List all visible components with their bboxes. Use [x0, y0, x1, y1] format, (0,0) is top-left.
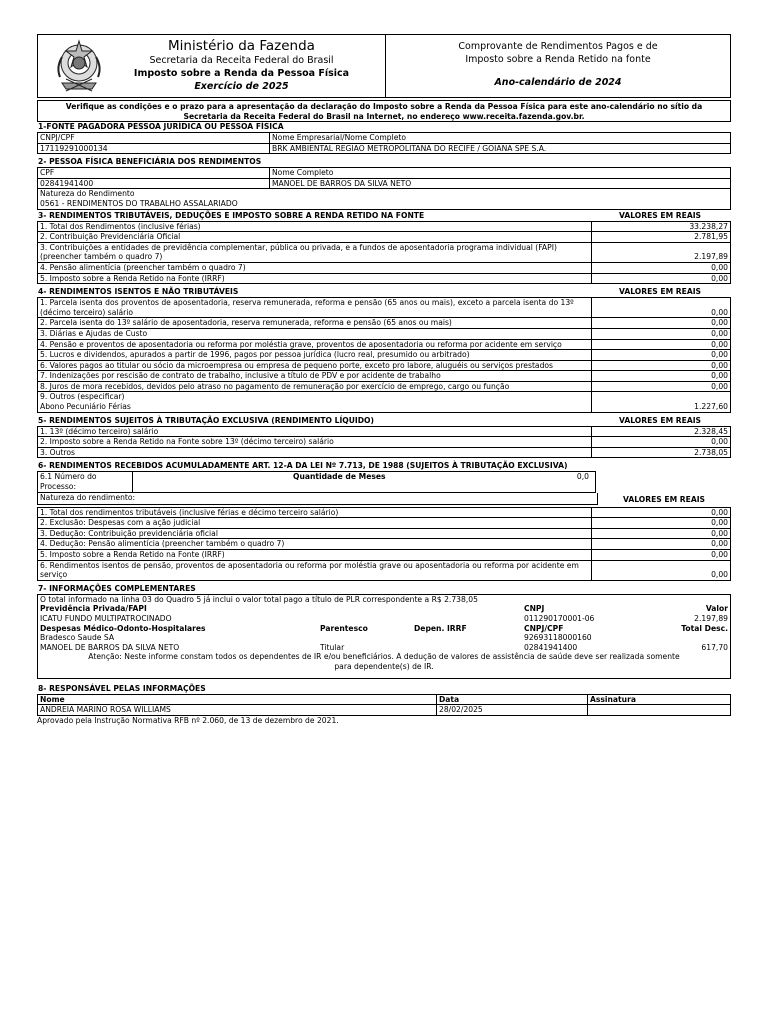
row-value: 0,00	[711, 360, 728, 370]
section-6-title: 6- RENDIMENTOS RECEBIDOS ACUMULADAMENTE ART. 12-A DA LEI Nº 7.713, DE 1988 (SUJEITOS À TRIBUTAÇÃO EXCLUSIVA)	[38, 461, 568, 471]
process-box	[37, 471, 596, 492]
row-description: 3. Contribuições a entidades de previdência complementar, pública ou privada, e a fundos de aposentadoria programa individual (FAPI) (preencher também o quadro 7)	[38, 243, 592, 262]
months-value: 0,0	[576, 472, 589, 482]
row-value: 2.738,05	[694, 447, 728, 457]
row-value: 0,00	[711, 507, 728, 517]
fapi-row	[40, 614, 728, 624]
row-description: 8. Juros de mora recebidos, devidos pelo atraso no pagamento de remuneração por exercício de emprego, cargo ou função	[38, 382, 592, 392]
beneficiary-cpf: 02841941400	[38, 179, 270, 189]
fapi-header	[40, 604, 728, 614]
document-title: Comprovante de Rendimentos Pagos e de Imposto sobre a Renda Retido na fonte	[458, 41, 658, 65]
table-row	[37, 328, 731, 339]
values-header: VALORES EM REAIS	[619, 287, 702, 297]
section-2-title: 2- PESSOA FÍSICA BENEFICIÁRIA DOS RENDIMENTOS	[38, 157, 262, 167]
payer-cnpj-label: CNPJ/CPF	[38, 133, 270, 143]
responsible-name: ANDREIA MARINO ROSA WILLIAMS	[38, 705, 437, 715]
document-header	[37, 34, 731, 98]
section-5-title: 5- RENDIMENTOS SUJEITOS À TRIBUTAÇÃO EXCLUSIVA (RENDIMENTO LÍQUIDO) VALORES EM REAIS	[37, 416, 731, 426]
nature-label: Natureza do rendimento:	[37, 493, 598, 505]
section-5-rows	[37, 426, 731, 459]
row-value: 0,00	[711, 570, 728, 580]
medical-total: 617,70	[701, 642, 728, 652]
row-value: 2.781,95	[694, 232, 728, 242]
secretariat-title: Secretaria da Receita Federal do Brasil	[149, 55, 334, 66]
plr-text: O total informado na linha 03 do Quadro 5 já inclui o valor total pago a título de PLR correspondente a R$ 2.738,05	[40, 594, 478, 604]
months-label: Quantidade de Meses	[293, 472, 386, 482]
medical-header-label: Despesas Médico-Odonto-Hospitalares	[40, 623, 206, 633]
payer-labels	[37, 132, 731, 144]
section-4-rows	[37, 297, 731, 413]
section-3-rows	[37, 221, 731, 285]
table-row	[37, 349, 731, 360]
medical-header	[40, 624, 728, 634]
complementary-info	[37, 594, 731, 679]
responsible-name-label: Nome	[38, 695, 437, 705]
medical-beneficiary-row	[40, 643, 728, 653]
table-row	[37, 339, 731, 350]
payer-name: BRK AMBIENTAL REGIAO METROPOLITANA DO RECIFE / GOIANA SPE S.A.	[272, 143, 547, 153]
medical-provider-cnpj: 92693118000160	[524, 633, 592, 643]
beneficiary-values	[37, 179, 731, 190]
section-8-title: 8- RESPONSÁVEL PELAS INFORMAÇÕES	[38, 683, 206, 693]
row-value: 0,00	[711, 318, 728, 328]
date-label: Data	[437, 695, 588, 705]
kinship-header: Parentesco	[320, 623, 368, 633]
table-row	[37, 507, 731, 518]
income-nature-label: Natureza do Rendimento	[40, 189, 135, 199]
row-value: 0,00	[711, 350, 728, 360]
row-description: 7. Indenizações por rescisão de contrato de trabalho, inclusive a título de PDV e por acidente de trabalho	[38, 371, 592, 381]
row-value: 0,00	[711, 381, 728, 391]
signature-label: Assinatura	[590, 694, 636, 704]
ministry-block	[38, 35, 386, 97]
total-discount-header: Total Desc.	[681, 623, 728, 633]
nature-row	[37, 493, 731, 505]
calendar-year: Ano-calendário de 2024	[494, 77, 622, 88]
table-row	[37, 549, 731, 560]
date-value: 28/02/2025	[437, 705, 588, 715]
row-description: 2. Contribuição Previdenciária Oficial	[38, 232, 592, 242]
beneficiary-labels	[37, 167, 731, 179]
medical-cnpj-header: CNPJ/CPF	[524, 623, 564, 633]
row-value: 0,00	[711, 539, 728, 549]
footer-text: Aprovado pela Instrução Normativa RFB nº 2.060, de 13 de dezembro de 2021.	[37, 715, 339, 725]
medical-kinship: Titular	[320, 642, 345, 652]
row-description: 4. Dedução: Pensão alimentícia (preencher também o quadro 7)	[38, 539, 592, 549]
table-row	[37, 436, 731, 447]
row-description: 1. 13º (décimo terceiro) salário	[38, 427, 592, 437]
medical-beneficiary: MANOEL DE BARROS DA SILVA NETO	[40, 642, 180, 652]
row-value: 0,00	[711, 339, 728, 349]
process-row	[37, 471, 731, 492]
income-nature: 0561 - RENDIMENTOS DO TRABALHO ASSALARIADO	[40, 198, 238, 208]
fapi-cnpj-header: CNPJ	[524, 604, 545, 614]
row-value: 0,00	[711, 307, 728, 317]
income-statement	[37, 34, 731, 726]
table-row	[37, 391, 731, 412]
table-row	[37, 538, 731, 549]
row-description: 5. Imposto sobre a Renda Retido na Fonte (IRRF)	[38, 550, 592, 560]
row-value: 0,00	[711, 371, 728, 381]
row-description: 9. Outros (especificar) Abono Pecuniário Férias	[38, 392, 592, 411]
table-row	[37, 370, 731, 381]
row-value: 0,00	[711, 328, 728, 338]
values-header: VALORES EM REAIS	[619, 210, 702, 220]
row-value: 0,00	[711, 437, 728, 447]
row-value: 0,00	[711, 528, 728, 538]
row-description: 3. Diárias e Ajudas de Custo	[38, 329, 592, 339]
fapi-value: 2.197,89	[694, 613, 728, 623]
warning-text: Atenção: Neste informe constam todos os dependentes de IR e/ou beneficiários. A dedução de valores de assistência de saúde deve ser realizada somente para dependente(s) de IR.	[88, 652, 680, 671]
table-row	[37, 528, 731, 539]
row-description: 1. Parcela isenta dos proventos de aposentadoria, reserva remunerada, reforma e pensão (65 anos ou mais), exceto a parcela isenta do 13º (décimo terceiro) salário	[38, 298, 592, 317]
table-row	[37, 560, 731, 581]
table-row	[37, 221, 731, 232]
beneficiary-cpf-label: CPF	[38, 168, 270, 178]
payer-cnpj: 17119291000134	[38, 144, 270, 154]
row-value: 33.238,27	[689, 221, 728, 231]
row-value: 2.197,89	[694, 252, 728, 262]
row-description: 2. Exclusão: Despesas com a ação judicial	[38, 518, 592, 528]
row-description: 4. Pensão alimentícia (preencher também o quadro 7)	[38, 263, 592, 273]
table-row	[37, 381, 731, 392]
section-4-title: 4- RENDIMENTOS ISENTOS E NÃO TRIBUTÁVEIS VALORES EM REAIS	[37, 287, 731, 297]
row-description: 4. Pensão e proventos de aposentadoria ou reforma por moléstia grave, proventos de aposentadoria ou reforma por acidente em serviço	[38, 340, 592, 350]
ministry-title: Ministério da Fazenda	[168, 38, 315, 54]
row-description: 6. Valores pagos ao titular ou sócio da microempresa ou empresa de pequeno porte, exceto pro labore, aluguéis ou serviços prestados	[38, 361, 592, 371]
section-6-rows	[37, 507, 731, 581]
row-description: 6. Rendimentos isentos de pensão, proventos de aposentadoria ou reforma por moléstia grave ou aposentadoria ou reforma por acidente em serviço	[38, 561, 592, 580]
section-7-title: 7- INFORMAÇÕES COMPLEMENTARES	[38, 583, 196, 593]
row-description: 1. Total dos Rendimentos (inclusive férias)	[38, 222, 592, 232]
table-row	[37, 360, 731, 371]
values-header: VALORES EM REAIS	[623, 494, 706, 504]
medical-provider: Bradesco Saude SA	[40, 633, 115, 643]
responsible-labels	[37, 694, 731, 706]
beneficiary-name: MANOEL DE BARROS DA SILVA NETO	[272, 178, 412, 188]
fapi-value-header: Valor	[705, 604, 728, 614]
table-row	[37, 447, 731, 459]
fapi-header-label: Previdência Privada/FAPI	[40, 604, 147, 614]
section-1-title: 1-FONTE PAGADORA PESSOA JURÍDICA OU PESSOA FÍSICA	[38, 122, 284, 131]
row-description: 5. Imposto sobre a Renda Retido na Fonte (IRRF)	[38, 274, 592, 284]
income-nature-box	[37, 189, 731, 209]
row-value: 0,00	[711, 273, 728, 283]
row-value: 0,00	[711, 262, 728, 272]
responsible-values	[37, 705, 731, 716]
process-label: 6.1 Número do Processo:	[38, 472, 133, 491]
row-value: 1.227,60	[694, 402, 728, 412]
row-description: 1. Total dos rendimentos tributáveis (inclusive férias e décimo terceiro salário)	[38, 508, 592, 518]
table-row	[37, 231, 731, 242]
fapi-cnpj: 011290170001-06	[524, 613, 595, 623]
row-description: 2. Parcela isenta do 13º salário de aposentadoria, reserva remunerada, reforma e pensão (65 anos ou mais)	[38, 318, 592, 328]
row-value: 2.328,45	[694, 426, 728, 436]
notice-text: Verifique as condições e o prazo para a apresentação da declaração do Imposto sobre a Renda da Pessoa Física para este ano-calendário no sítio da Secretaria da Receita Federal do Brasil na Internet, no endereço www.receita.fazenda.gov.br.	[37, 100, 731, 122]
table-row	[37, 426, 731, 437]
document-title-block	[386, 35, 730, 97]
medical-provider-row	[40, 633, 728, 643]
row-description: 3. Dedução: Contribuição previdenciária oficial	[38, 529, 592, 539]
dependent-header: Depen. IRRF	[414, 623, 467, 633]
row-value: 0,00	[711, 550, 728, 559]
beneficiary-name-label: Nome Completo	[272, 168, 334, 178]
row-description: 2. Imposto sobre a Renda Retido na Fonte sobre 13º (décimo terceiro) salário	[38, 437, 592, 447]
exercise-title: Exercício de 2025	[194, 81, 289, 92]
table-row	[37, 273, 731, 285]
tax-title: Imposto sobre a Renda da Pessoa Física	[133, 68, 350, 79]
table-row	[37, 517, 731, 528]
section-3-title: 3- RENDIMENTOS TRIBUTÁVEIS, DEDUÇÕES E IMPOSTO SOBRE A RENDA RETIDO NA FONTE VALORES EM REAIS	[37, 211, 731, 221]
payer-name-label: Nome Empresarial/Nome Completo	[272, 133, 406, 142]
table-row	[37, 242, 731, 262]
table-row	[37, 317, 731, 328]
row-value: 0,00	[711, 518, 728, 528]
fapi-name: ICATU FUNDO MULTIPATROCINADO	[40, 613, 172, 623]
process-number	[133, 472, 293, 491]
medical-beneficiary-cpf: 02841941400	[524, 642, 578, 652]
signature-field	[588, 705, 730, 715]
table-row	[37, 297, 731, 317]
row-description: 3. Outros	[38, 448, 592, 458]
payer-values	[37, 144, 731, 155]
row-description: 5. Lucros e dividendos, apurados a partir de 1996, pagos por pessoa jurídica (lucro real, presumido ou arbitrado)	[38, 350, 592, 360]
table-row	[37, 262, 731, 273]
values-header: VALORES EM REAIS	[619, 415, 702, 425]
